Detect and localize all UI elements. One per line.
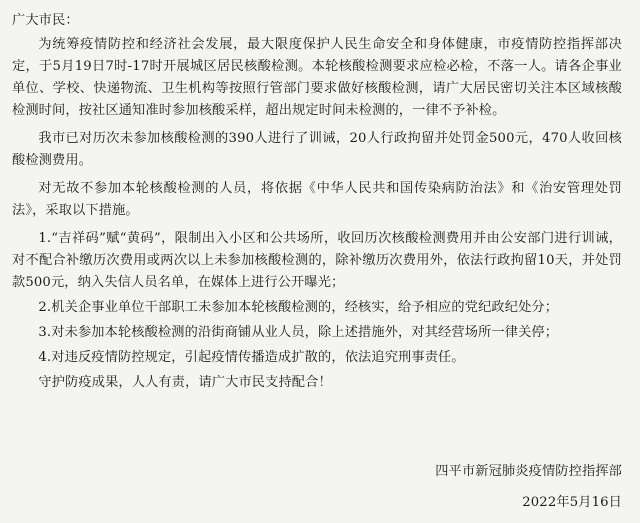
salutation: 广大市民： [12, 13, 79, 28]
signature-date: 2022年5月16日 [522, 495, 622, 510]
paragraph-intro: 为统筹疫情防控和经济社会发展，最大限度保护人民生命安全和身体健康，市疫情防控指挥部决定，于5月19日7时-17时开展城区居民核酸检测。本轮核酸检测要求应检必检，不落一人。请各企事业单位、学校、快递物流、卫生机构等按照行管部门要求做好核酸检测，请广大居民密切关注本区域核酸检测时间，按社区通知准时参加核酸采样，超出规定时间未检测的，一律不予补检。 [12, 37, 622, 118]
measure-item-1: 1.“吉祥码”赋“黄码”，限制出入小区和公共场所，收回历次核酸检测费用并由公安部门进行训诫，对不配合补缴历次费用或两次以上未参加核酸检测的，除补缴历次费用外，依法行政拘留10天，并处罚款500元，纳入失信人员名单，在媒体上进行公开曝光； [12, 231, 622, 290]
measure-item-2: 2.机关企事业单位干部职工未参加本轮核酸检测的，经核实，给予相应的党纪政纪处分； [38, 300, 559, 315]
signature-organization: 四平市新冠肺炎疫情防控指挥部 [435, 464, 622, 479]
paragraph-measures-intro: 对无故不参加本轮核酸检测的人员，将依据《中华人民共和国传染病防治法》和《治安管理处罚法》，采取以下措施。 [12, 181, 622, 218]
closing-appeal: 守护防疫成果，人人有责，请广大市民支持配合！ [38, 375, 332, 390]
measure-item-3: 3.对未参加本轮核酸检测的沿街商铺从业人员，除上述措施外，对其经营场所一律关停； [38, 325, 559, 340]
measure-item-4: 4.对违反疫情防控规定，引起疫情传播造成扩散的，依法追究刑事责任。 [38, 350, 465, 365]
paragraph-penalties-stats: 我市已对历次未参加核酸检测的390人进行了训诫，20人行政拘留并处罚金500元，470人收回核酸检测费用。 [12, 131, 622, 168]
signature-block [435, 461, 622, 523]
